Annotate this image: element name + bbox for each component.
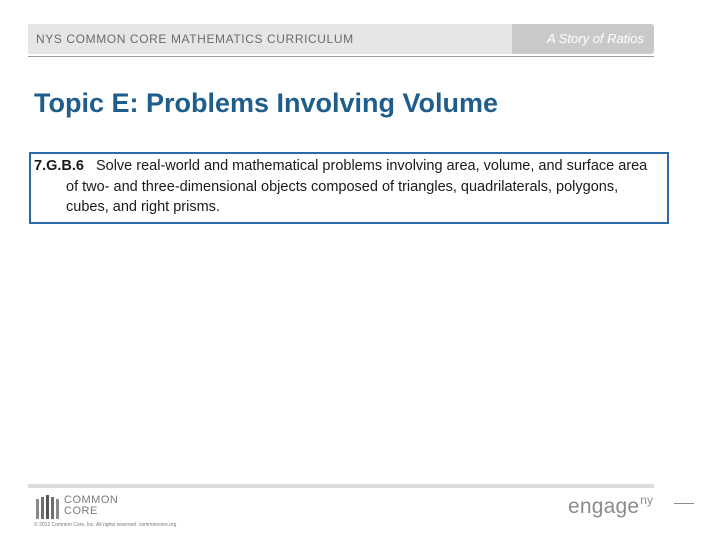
- common-core-bars-icon: [36, 495, 60, 519]
- common-core-wordmark: [64, 495, 118, 517]
- engageny-wordmark: engage: [568, 495, 640, 518]
- footer-dash: [674, 503, 694, 504]
- story-label: A Story of Ratios: [546, 31, 644, 46]
- topic-title: Topic E: Problems Involving Volume: [34, 88, 499, 118]
- logo-line-2: CORE: [64, 505, 98, 517]
- standard-text: Solve real-world and mathematical problems involving area, volume, and surface area of two- and three-dimensional objects composed of triangles, quadrilaterals, polygons, cubes, and right prisms.: [66, 158, 648, 215]
- common-core-logo: [36, 495, 136, 519]
- header-divider: [28, 56, 654, 57]
- standard-box: [29, 152, 669, 224]
- standard-description: [34, 156, 659, 218]
- copyright-notice: © 2012 Common Core, Inc. All rights reserved. commoncore.org: [34, 522, 177, 528]
- engageny-logo: [568, 493, 653, 519]
- logo-line-1: COMMON: [64, 494, 119, 506]
- footer-divider: [28, 484, 654, 488]
- header-accent-band: [512, 24, 654, 54]
- engageny-superscript: ny: [640, 493, 653, 507]
- standard-code: 7.G.B.6: [34, 158, 84, 174]
- curriculum-label: NYS COMMON CORE MATHEMATICS CURRICULUM: [36, 32, 354, 46]
- header-gray-band: [28, 24, 512, 54]
- slide-header: [28, 24, 654, 54]
